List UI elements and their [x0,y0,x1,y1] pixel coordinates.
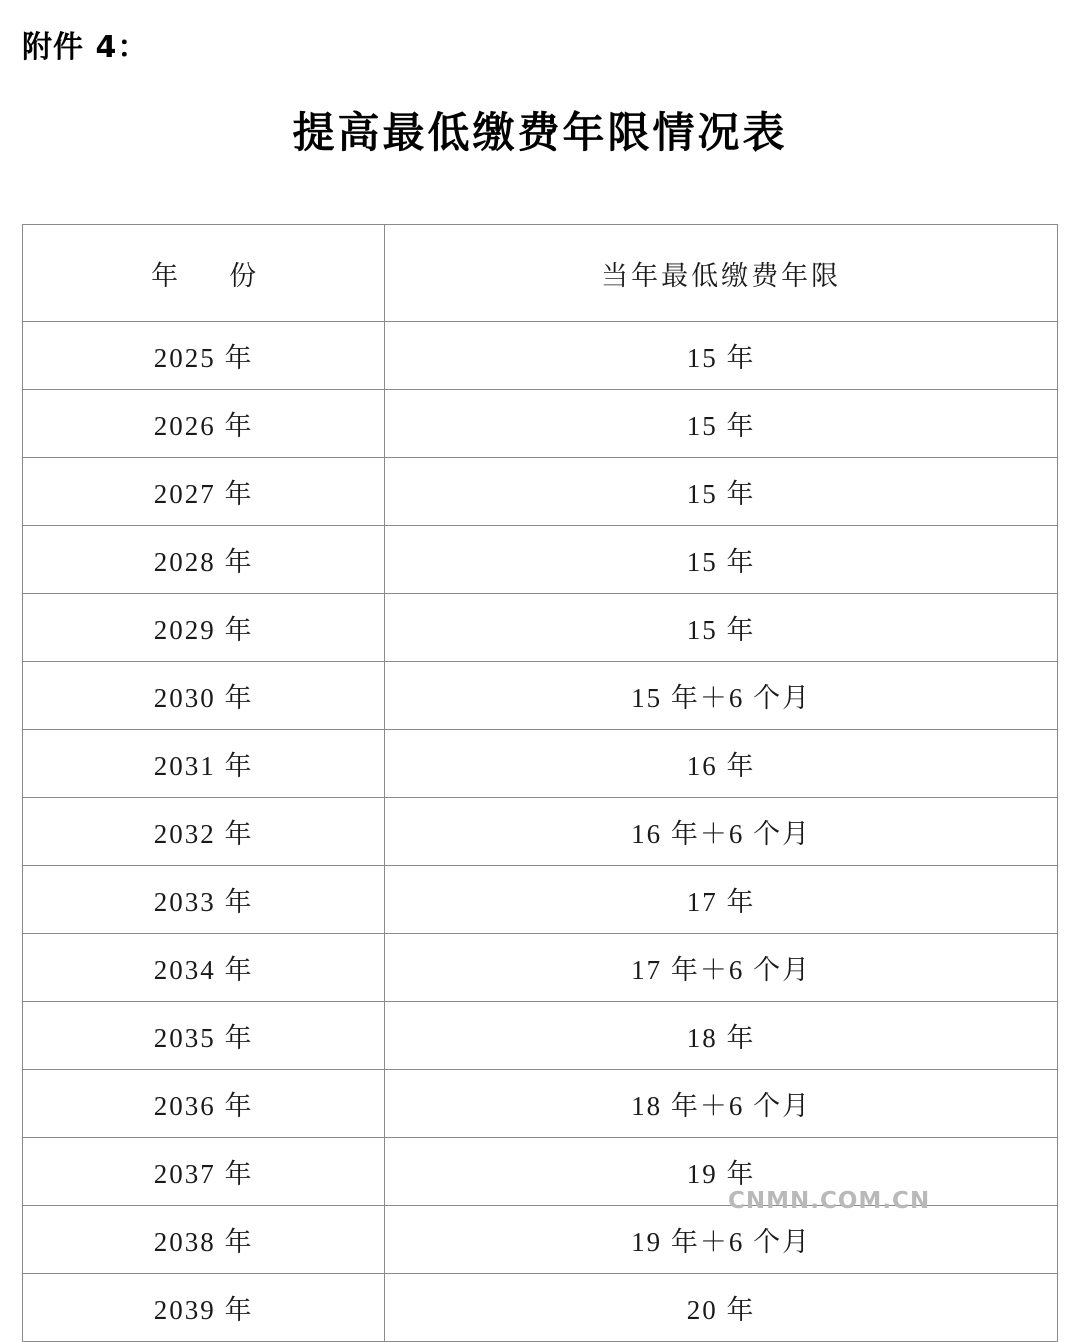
cell-minimum-years: 20 年 [385,1274,1058,1342]
table-row [23,866,1058,934]
cell-minimum-years: 15 年＋6 个月 [385,662,1058,730]
cell-year: 2031 年 [23,730,385,798]
table-row [23,1002,1058,1070]
cell-minimum-years: 16 年＋6 个月 [385,798,1058,866]
cell-minimum-years: 15 年 [385,594,1058,662]
table-row [23,1206,1058,1274]
cell-year: 2038 年 [23,1206,385,1274]
cell-year: 2036 年 [23,1070,385,1138]
cell-year: 2039 年 [23,1274,385,1342]
attachment-label: 附件 4： [22,30,149,65]
table-row [23,934,1058,1002]
cell-year: 2037 年 [23,1138,385,1206]
table-row [23,526,1058,594]
cell-year: 2025 年 [23,322,385,390]
cell-year: 2032 年 [23,798,385,866]
cell-minimum-years: 19 年＋6 个月 [385,1206,1058,1274]
cell-year: 2028 年 [23,526,385,594]
table-header [23,225,1058,322]
table-row [23,322,1058,390]
cell-year: 2026 年 [23,390,385,458]
column-header-minimum-years: 当年最低缴费年限 [385,225,1058,322]
cell-year: 2027 年 [23,458,385,526]
table-row [23,594,1058,662]
cell-minimum-years: 17 年 [385,866,1058,934]
cell-minimum-years: 15 年 [385,526,1058,594]
table-row [23,1070,1058,1138]
table-container [22,224,1058,1342]
table-body [23,322,1058,1342]
cell-minimum-years: 15 年 [385,322,1058,390]
table-row [23,798,1058,866]
table-row [23,458,1058,526]
cell-minimum-years: 15 年 [385,458,1058,526]
minimum-contribution-years-table [22,224,1058,1342]
cell-year: 2030 年 [23,662,385,730]
column-header-year: 年 份 [23,225,385,322]
table-row [23,1274,1058,1342]
cell-minimum-years: 18 年＋6 个月 [385,1070,1058,1138]
table-row [23,730,1058,798]
table-header-row [23,225,1058,322]
cell-year: 2034 年 [23,934,385,1002]
cell-year: 2029 年 [23,594,385,662]
cell-minimum-years: 18 年 [385,1002,1058,1070]
cell-minimum-years: 19 年 [385,1138,1058,1206]
page-title: 提高最低缴费年限情况表 [292,108,788,157]
table-row [23,1138,1058,1206]
cell-year: 2033 年 [23,866,385,934]
table-row [23,390,1058,458]
cell-year: 2035 年 [23,1002,385,1070]
cell-minimum-years: 17 年＋6 个月 [385,934,1058,1002]
cell-minimum-years: 15 年 [385,390,1058,458]
table-row [23,662,1058,730]
cell-minimum-years: 16 年 [385,730,1058,798]
watermark: CNMN.COM.CN [728,1188,931,1214]
